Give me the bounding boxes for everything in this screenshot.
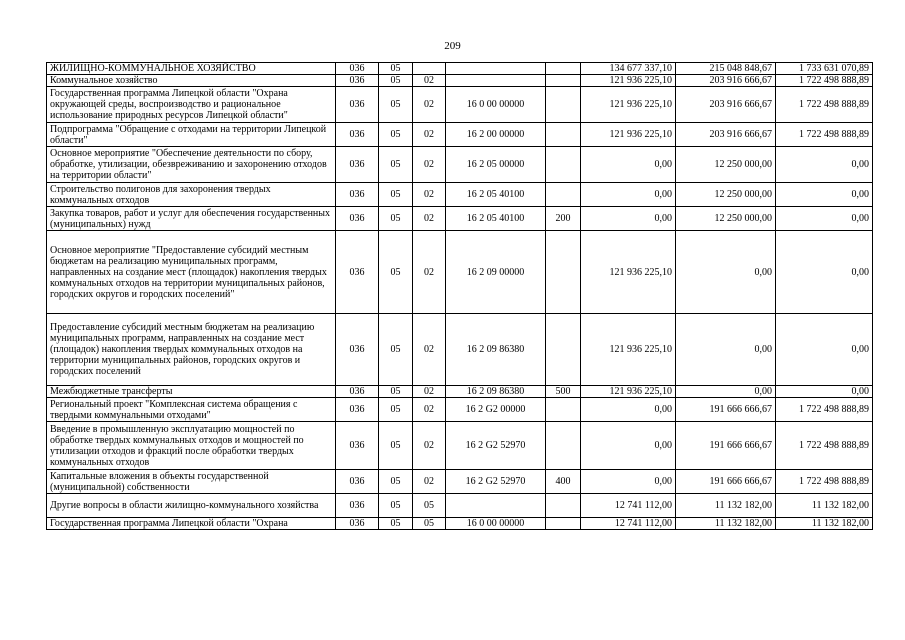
row-name: Государственная программа Липецкой области "Охрана: [47, 518, 336, 530]
ministry-code: 036: [336, 123, 379, 147]
subsection-code: 02: [413, 207, 446, 231]
row-name: Другие вопросы в области жилищно-коммунального хозяйства: [47, 494, 336, 518]
subsection-code: 02: [413, 398, 446, 422]
amount-year-3: 1 722 498 888,89: [776, 422, 873, 470]
subsection-code: 02: [413, 231, 446, 314]
subsection-code: 05: [413, 518, 446, 530]
row-name: Введение в промышленную эксплуатацию мощностей по обработке твердых коммунальных отходов и мощностей по утилизации отходов и фракций после обработки твердых коммунальных отходов: [47, 422, 336, 470]
subsection-code: 02: [413, 75, 446, 87]
expense-type-code: 200: [546, 207, 581, 231]
amount-year-2: 215 048 848,67: [676, 63, 776, 75]
amount-year-2: 0,00: [676, 386, 776, 398]
table-row: [47, 63, 873, 75]
amount-year-2: 12 250 000,00: [676, 183, 776, 207]
table-row: [47, 398, 873, 422]
expense-type-code: [546, 183, 581, 207]
amount-year-3: 0,00: [776, 386, 873, 398]
section-code: 05: [379, 470, 413, 494]
row-name: ЖИЛИЩНО-КОММУНАЛЬНОЕ ХОЗЯЙСТВО: [47, 63, 336, 75]
expense-type-code: [546, 398, 581, 422]
subsection-code: 02: [413, 314, 446, 386]
amount-year-3: 1 722 498 888,89: [776, 75, 873, 87]
row-name: Предоставление субсидий местным бюджетам на реализацию муниципальных программ, направленных на создание мест (площадок) накопления твердых коммунальных отходов на территории муниципальных районов, городских округов и городских поселений: [47, 314, 336, 386]
row-name: Капитальные вложения в объекты государственной (муниципальной) собственности: [47, 470, 336, 494]
amount-year-2: 12 250 000,00: [676, 207, 776, 231]
expense-type-code: [546, 75, 581, 87]
section-code: 05: [379, 75, 413, 87]
target-article-code: [446, 75, 546, 87]
amount-year-2: 203 916 666,67: [676, 87, 776, 123]
expense-type-code: [546, 494, 581, 518]
amount-year-3: 0,00: [776, 231, 873, 314]
amount-year-1: 121 936 225,10: [581, 75, 676, 87]
row-name: Строительство полигонов для захоронения твердых коммунальных отходов: [47, 183, 336, 207]
expense-type-code: [546, 123, 581, 147]
table-row: [47, 207, 873, 231]
amount-year-3: 1 733 631 070,89: [776, 63, 873, 75]
amount-year-3: 1 722 498 888,89: [776, 398, 873, 422]
amount-year-2: 191 666 666,67: [676, 398, 776, 422]
ministry-code: 036: [336, 75, 379, 87]
table-row: [47, 518, 873, 530]
expense-type-code: [546, 518, 581, 530]
amount-year-1: 121 936 225,10: [581, 386, 676, 398]
table-row: [47, 314, 873, 386]
ministry-code: 036: [336, 87, 379, 123]
amount-year-1: 121 936 225,10: [581, 314, 676, 386]
amount-year-3: 0,00: [776, 207, 873, 231]
table-row: [47, 422, 873, 470]
table-row: [47, 87, 873, 123]
ministry-code: 036: [336, 518, 379, 530]
amount-year-2: 0,00: [676, 314, 776, 386]
amount-year-3: 11 132 182,00: [776, 494, 873, 518]
row-name: Коммунальное хозяйство: [47, 75, 336, 87]
amount-year-1: 134 677 337,10: [581, 63, 676, 75]
ministry-code: 036: [336, 231, 379, 314]
section-code: 05: [379, 207, 413, 231]
page-number: 209: [444, 40, 461, 52]
table-row: [47, 231, 873, 314]
section-code: 05: [379, 494, 413, 518]
amount-year-1: 0,00: [581, 183, 676, 207]
ministry-code: 036: [336, 470, 379, 494]
amount-year-2: 11 132 182,00: [676, 518, 776, 530]
amount-year-1: 12 741 112,00: [581, 518, 676, 530]
table-row: [47, 75, 873, 87]
expense-type-code: [546, 231, 581, 314]
amount-year-2: 12 250 000,00: [676, 147, 776, 183]
expense-type-code: 400: [546, 470, 581, 494]
section-code: 05: [379, 398, 413, 422]
section-code: 05: [379, 518, 413, 530]
target-article-code: [446, 63, 546, 75]
target-article-code: [446, 494, 546, 518]
target-article-code: 16 2 05 40100: [446, 183, 546, 207]
amount-year-1: 0,00: [581, 470, 676, 494]
section-code: 05: [379, 183, 413, 207]
section-code: 05: [379, 63, 413, 75]
target-article-code: 16 2 05 00000: [446, 147, 546, 183]
amount-year-2: 191 666 666,67: [676, 422, 776, 470]
budget-table: [46, 62, 873, 530]
amount-year-2: 191 666 666,67: [676, 470, 776, 494]
expense-type-code: [546, 63, 581, 75]
amount-year-3: 0,00: [776, 314, 873, 386]
amount-year-2: 203 916 666,67: [676, 75, 776, 87]
section-code: 05: [379, 231, 413, 314]
amount-year-3: 0,00: [776, 183, 873, 207]
amount-year-3: 1 722 498 888,89: [776, 470, 873, 494]
amount-year-1: 12 741 112,00: [581, 494, 676, 518]
expense-type-code: [546, 87, 581, 123]
ministry-code: 036: [336, 398, 379, 422]
ministry-code: 036: [336, 207, 379, 231]
row-name: Государственная программа Липецкой области "Охрана окружающей среды, воспроизводство и рациональное использование природных ресурсов Липецкой области": [47, 87, 336, 123]
subsection-code: 02: [413, 422, 446, 470]
row-name: Основное мероприятие "Предоставление субсидий местным бюджетам на реализацию муниципальных программ, направленных на создание мест (площадок) накопления твердых коммунальных отходов на территории муниципальных районов, городских округов и городских поселений": [47, 231, 336, 314]
target-article-code: 16 2 G2 52970: [446, 422, 546, 470]
table-body: [47, 63, 873, 530]
target-article-code: 16 0 00 00000: [446, 87, 546, 123]
subsection-code: 05: [413, 494, 446, 518]
section-code: 05: [379, 123, 413, 147]
amount-year-3: 1 722 498 888,89: [776, 87, 873, 123]
ministry-code: 036: [336, 183, 379, 207]
section-code: 05: [379, 87, 413, 123]
table-row: [47, 147, 873, 183]
subsection-code: 02: [413, 183, 446, 207]
ministry-code: 036: [336, 63, 379, 75]
amount-year-3: 1 722 498 888,89: [776, 123, 873, 147]
row-name: Закупка товаров, работ и услуг для обеспечения государственных (муниципальных) нужд: [47, 207, 336, 231]
amount-year-2: 0,00: [676, 231, 776, 314]
table-row: [47, 470, 873, 494]
row-name: Подпрограмма "Обращение с отходами на территории Липецкой области": [47, 123, 336, 147]
subsection-code: 02: [413, 123, 446, 147]
table-row: [47, 183, 873, 207]
table-row: [47, 123, 873, 147]
subsection-code: 02: [413, 386, 446, 398]
target-article-code: 16 0 00 00000: [446, 518, 546, 530]
table-row: [47, 494, 873, 518]
section-code: 05: [379, 386, 413, 398]
ministry-code: 036: [336, 314, 379, 386]
section-code: 05: [379, 314, 413, 386]
target-article-code: 16 2 09 86380: [446, 314, 546, 386]
target-article-code: 16 2 05 40100: [446, 207, 546, 231]
subsection-code: [413, 63, 446, 75]
amount-year-2: 203 916 666,67: [676, 123, 776, 147]
table-row: [47, 386, 873, 398]
target-article-code: 16 2 G2 00000: [446, 398, 546, 422]
ministry-code: 036: [336, 386, 379, 398]
target-article-code: 16 2 00 00000: [446, 123, 546, 147]
amount-year-2: 11 132 182,00: [676, 494, 776, 518]
amount-year-3: 0,00: [776, 147, 873, 183]
section-code: 05: [379, 147, 413, 183]
expense-type-code: [546, 422, 581, 470]
target-article-code: 16 2 G2 52970: [446, 470, 546, 494]
section-code: 05: [379, 422, 413, 470]
amount-year-1: 121 936 225,10: [581, 87, 676, 123]
expense-type-code: 500: [546, 386, 581, 398]
amount-year-1: 0,00: [581, 147, 676, 183]
amount-year-1: 0,00: [581, 398, 676, 422]
amount-year-3: 11 132 182,00: [776, 518, 873, 530]
subsection-code: 02: [413, 470, 446, 494]
amount-year-1: 0,00: [581, 422, 676, 470]
expense-type-code: [546, 147, 581, 183]
ministry-code: 036: [336, 494, 379, 518]
row-name: Основное мероприятие "Обеспечение деятельности по сбору, обработке, утилизации, обезвреживанию и захоронению отходов на территории области": [47, 147, 336, 183]
amount-year-1: 121 936 225,10: [581, 123, 676, 147]
ministry-code: 036: [336, 422, 379, 470]
row-name: Межбюджетные трансферты: [47, 386, 336, 398]
expense-type-code: [546, 314, 581, 386]
ministry-code: 036: [336, 147, 379, 183]
subsection-code: 02: [413, 147, 446, 183]
amount-year-1: 0,00: [581, 207, 676, 231]
subsection-code: 02: [413, 87, 446, 123]
target-article-code: 16 2 09 00000: [446, 231, 546, 314]
row-name: Региональный проект "Комплексная система обращения с твердыми коммунальными отходами": [47, 398, 336, 422]
target-article-code: 16 2 09 86380: [446, 386, 546, 398]
amount-year-1: 121 936 225,10: [581, 231, 676, 314]
